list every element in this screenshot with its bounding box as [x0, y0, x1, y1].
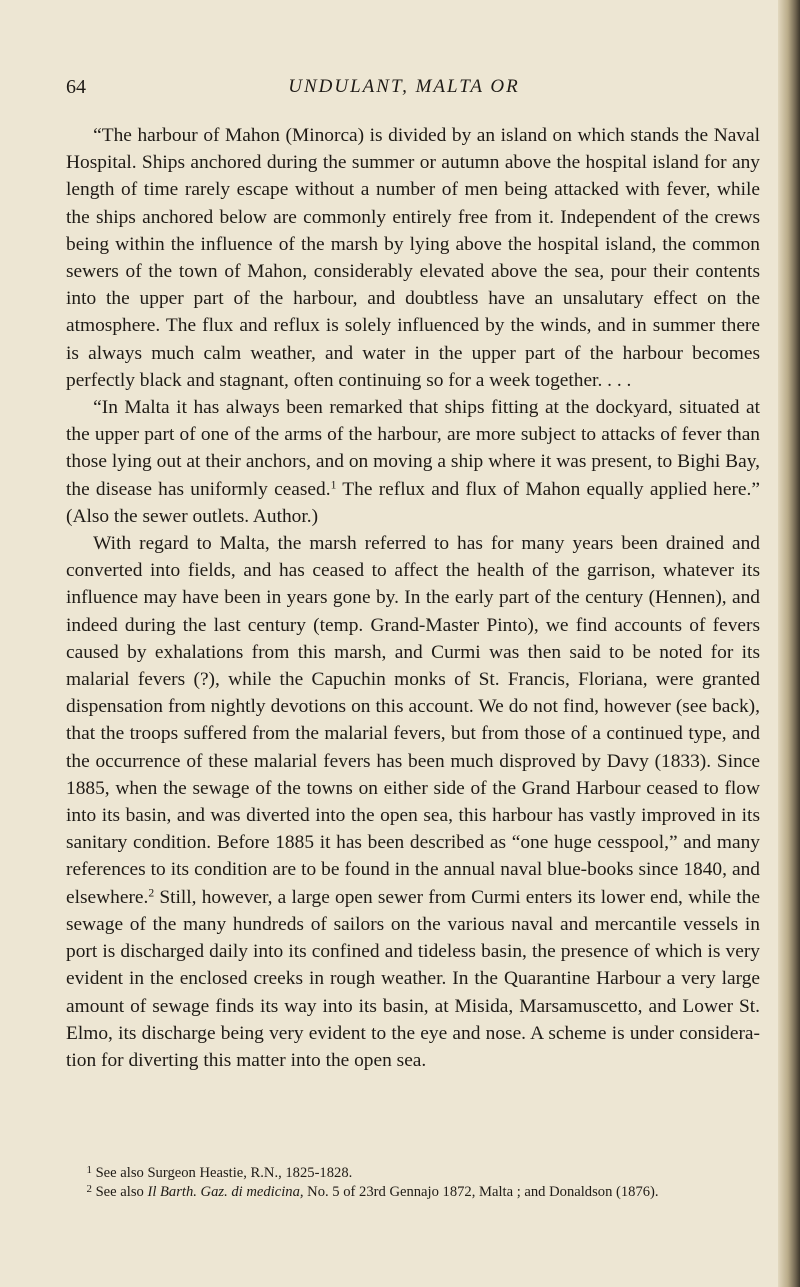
footnote-marker: 1	[86, 1164, 92, 1177]
footnote-ref: 2	[148, 886, 155, 900]
paragraph-marsh-sewage	[66, 530, 760, 1074]
page-number: 64	[66, 76, 86, 98]
paragraph-mahon: “The harbour of Mahon (Minorca) is divided by an island on which stands the Naval Hospital. Ships anchored during the summer or autumn above the hospital island for any length of time rarely escape without a number of men being attacked with fever, while the ships anchored below are commonly entirely free from it. Independent of the crews being within the influence of the marsh by lying above the hospital island, the common sewers of the town of Mahon, considerably elevated above the sea, pour their contents into the upper part of the harbour, and doubtless have an unsalutary effect on the atmosphere. The flux and reflux is solely influenced by the winds, and in summer there is always much calm weather, and water in the upper part of the harbour becomes perfectly black and stagnant, often continuing so for a week together. . . .	[66, 125, 760, 391]
paragraph-text: Still, however, a large open sewer from Curmi enters its lower end, while the sewage of the many hundreds of sailors on the various naval and mercantile vessels in port is discharged daily into its confined and tideless basin, the presence of which is very evident in the enclosed creeks in rough weather. In the Quarantine Harbour a very large amount of sewage finds its way into its basin, at Misida, Marsamuscetto, and Lower St. Elmo, its discharge being very evident to the eye and nose. A scheme is under consideration for diverting this matter into the open sea.	[66, 886, 760, 1071]
paragraph-malta-dockyard	[66, 394, 760, 530]
book-page	[48, 0, 760, 1287]
footnotes	[66, 1164, 760, 1202]
footnote	[66, 1183, 760, 1202]
paragraph-text: With regard to Malta, the marsh referred to has for many years been drained and converted into fields, and has ceased to affect the health of the garrison, whatever its influence may have been in years gone by. In the early part of the century (Hennen), and indeed during the last century (temp. Grand-Master Pinto), we find accounts of fevers caused by exhalations from this marsh, and Curmi was then said to be noted for its malarial fevers (?), while the Capuchin monks of St. Francis, Floriana, were granted dispensation from nightly devotions on this account. We do not find, however (see back), that the troops suffered from the malarial fevers, but from those of a continued type, and the occurrence of these malarial fevers has been much disproved by Davy (1833). Since 1885, when the sewage of the towns on either side of the Grand Harbour ceased to flow into its basin, and was diverted into the open sea, this harbour has vastly improved in its sanitary condition. Before 1885 it has been described as “one huge cesspool,” and many references to its condition are to be found in the annual naval blue-books since 1840, and elsewhere.	[66, 533, 760, 908]
page-edge-shadow	[778, 0, 800, 1287]
body-text	[66, 122, 760, 1074]
footnote-text: See also	[95, 1184, 148, 1200]
footnote-ref: 1	[330, 478, 337, 492]
page-header	[48, 66, 760, 106]
running-head: UNDULANT, MALTA OR	[288, 76, 520, 97]
footnote	[66, 1164, 760, 1183]
footnote-text: See also Surgeon Heastie, R.N., 1825-1828.	[95, 1165, 353, 1181]
footnote-title: Il Barth. Gaz. di medicina,	[147, 1184, 304, 1200]
footnote-marker: 2	[86, 1183, 92, 1196]
paragraph-text: The reflux and flux of Mahon equally applied here.” (Also the sewer outlets. Author.)	[66, 478, 760, 527]
paragraph-text: “In Malta it has always been remarked that ships fitting at the dockyard, situated at the upper part of one of the arms of the harbour, are more subject to attacks of fever than those lying out at their anchors, and on moving a ship where it was present, to Bighi Bay, the disease has uniformly ceased.	[66, 397, 760, 500]
footnote-text: No. 5 of 23rd Gennajo 1872, Malta ; and Donaldson (1876).	[303, 1184, 659, 1200]
